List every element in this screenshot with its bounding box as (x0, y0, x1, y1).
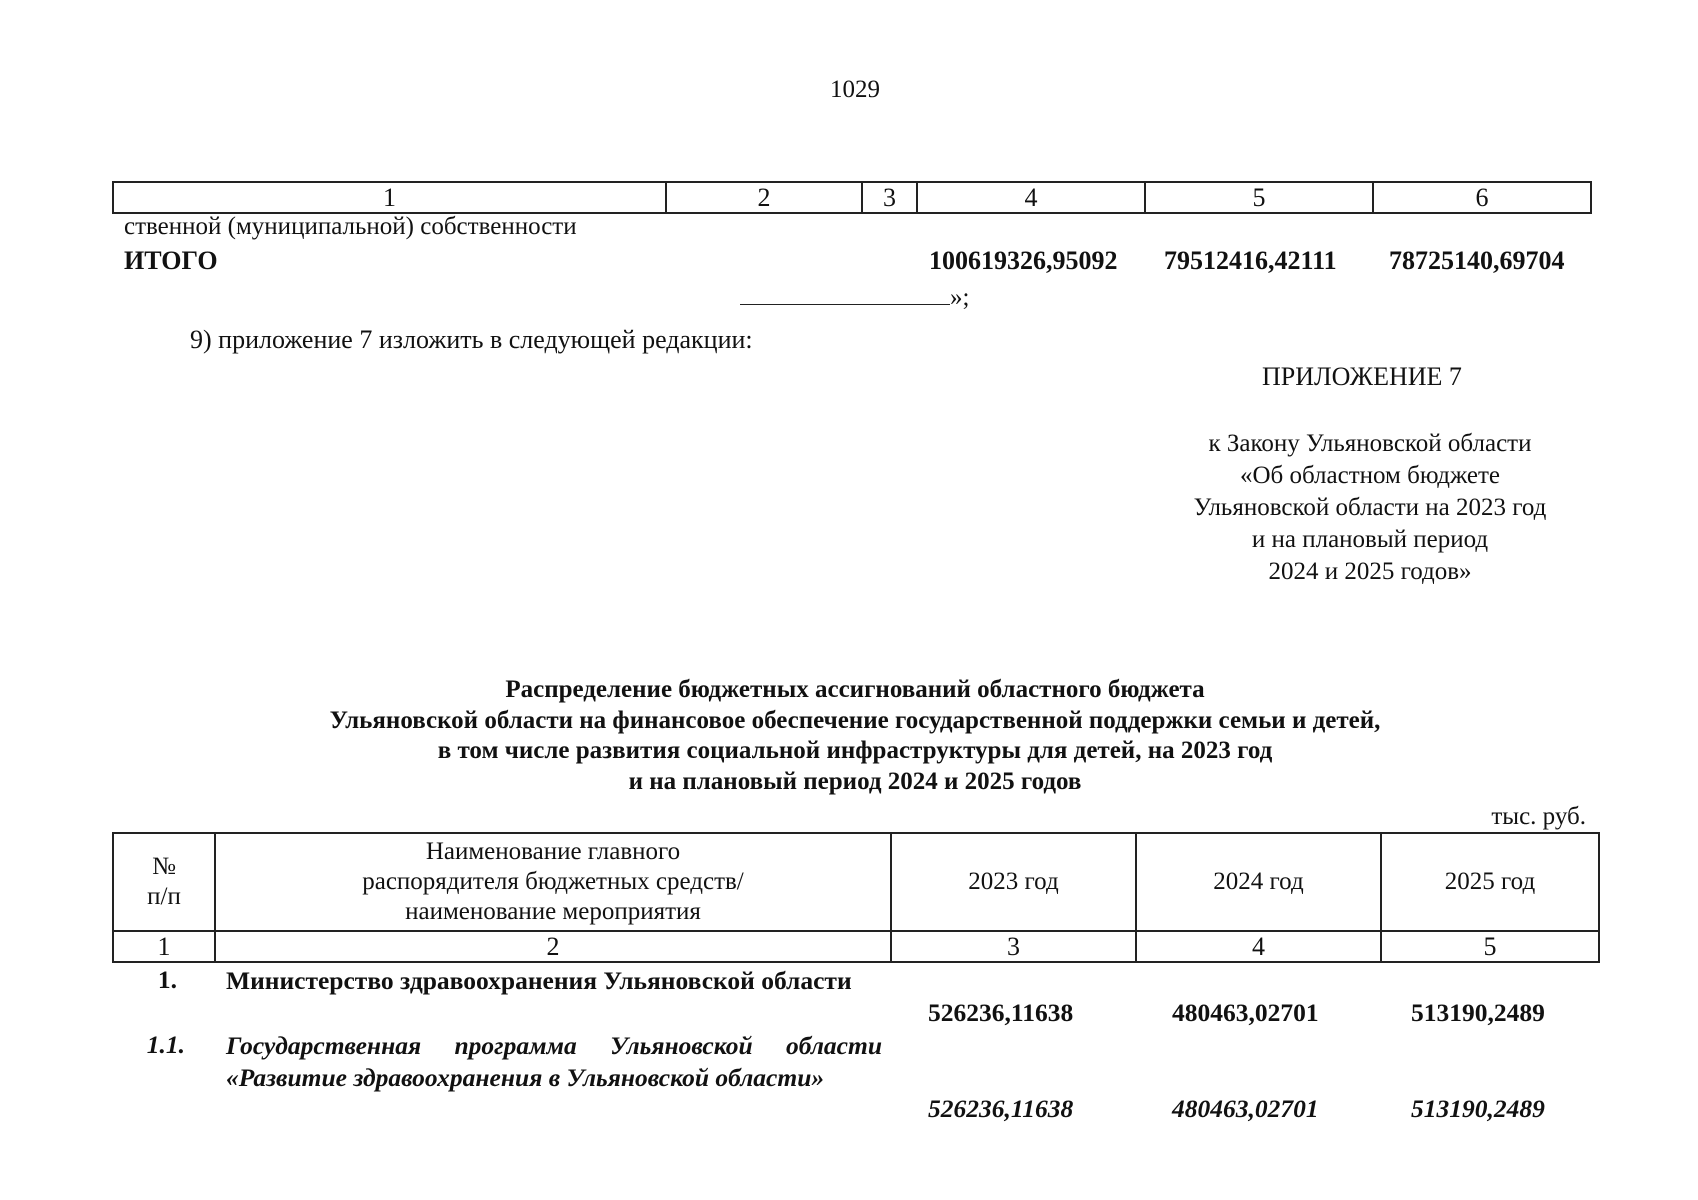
column-number: 2 (215, 931, 891, 962)
row-value-2023: 526236,11638 (928, 998, 1074, 1027)
title-line: Распределение бюджетных ассигнований областного бюджета (505, 676, 1205, 703)
annex-reference-line: 2024 и 2025 годов» (1268, 558, 1472, 585)
annex-reference-line: «Об областном бюджете (1239, 462, 1501, 489)
title-line: Ульяновской области на финансовое обеспечение государственной поддержки семьи и детей, (329, 706, 1381, 734)
total-label: ИТОГО (124, 246, 218, 275)
row-number: 1. (157, 965, 177, 994)
row-name: Государственная программа Ульяновской области «Развитие здравоохранения в Ульяновской области» (226, 1031, 882, 1092)
signature-rule (740, 284, 950, 305)
column-number: 4 (917, 182, 1145, 213)
column-number: 3 (862, 182, 917, 213)
total-value-2025: 78725140,69704 (1389, 246, 1565, 275)
row-value-2025: 513190,2489 (1411, 1094, 1545, 1123)
instruction-text: 9) приложение 7 изложить в следующей редакции: (190, 325, 753, 354)
annex-reference (1140, 428, 1600, 588)
header-number-line: № (152, 853, 176, 880)
row-value-2025: 513190,2489 (1411, 998, 1545, 1027)
annex-reference-line: к Закону Ульяновской области (1208, 430, 1532, 457)
column-number: 1 (113, 182, 666, 213)
header-2023: 2023 год (891, 833, 1136, 931)
row-value-2024: 480463,02701 (1172, 1094, 1319, 1123)
row-value-2023: 526236,11638 (928, 1094, 1074, 1123)
header-name (215, 833, 891, 931)
closing-mark: »; (950, 284, 970, 311)
title-line: в том числе развития социальной инфраструктуры для детей, на 2023 год (437, 737, 1273, 764)
header-number (113, 833, 215, 931)
column-number: 5 (1145, 182, 1373, 213)
total-row (124, 246, 1594, 280)
main-table-header (112, 832, 1600, 963)
title-line: и на плановый период 2024 и 2025 годов (628, 767, 1082, 795)
column-number: 2 (666, 182, 862, 213)
document-title (0, 675, 1698, 797)
column-number: 6 (1373, 182, 1591, 213)
header-2024: 2024 год (1136, 833, 1381, 931)
column-number: 1 (113, 931, 215, 962)
annex-title: ПРИЛОЖЕНИЕ 7 (1262, 362, 1462, 391)
header-2025: 2025 год (1381, 833, 1599, 931)
page-number: 1029 (830, 76, 880, 103)
annex-reference-line: и на плановый период (1251, 526, 1489, 553)
closing-line (740, 284, 969, 312)
row-number: 1.1. (146, 1030, 185, 1059)
continuation-table-header (112, 181, 1592, 214)
column-number: 4 (1136, 931, 1381, 962)
header-name-line: наименование мероприятия (405, 898, 701, 925)
header-name-line: Наименование главного (425, 838, 681, 865)
total-value-2023: 100619326,95092 (929, 246, 1118, 275)
unit-label: тыс. руб. (1491, 803, 1586, 830)
column-number: 5 (1381, 931, 1599, 962)
annex-reference-line: Ульяновской области на 2023 год (1193, 494, 1547, 521)
row-value-2024: 480463,02701 (1172, 998, 1319, 1027)
header-name-line: распорядителя бюджетных средств/ (362, 868, 744, 895)
column-number: 3 (891, 931, 1136, 962)
header-number-line: п/п (147, 883, 181, 910)
row-name: Министерство здравоохранения Ульяновской области (226, 966, 852, 995)
continuation-text: ственной (муниципальной) собственности (124, 213, 577, 240)
total-value-2024: 79512416,42111 (1164, 246, 1337, 275)
